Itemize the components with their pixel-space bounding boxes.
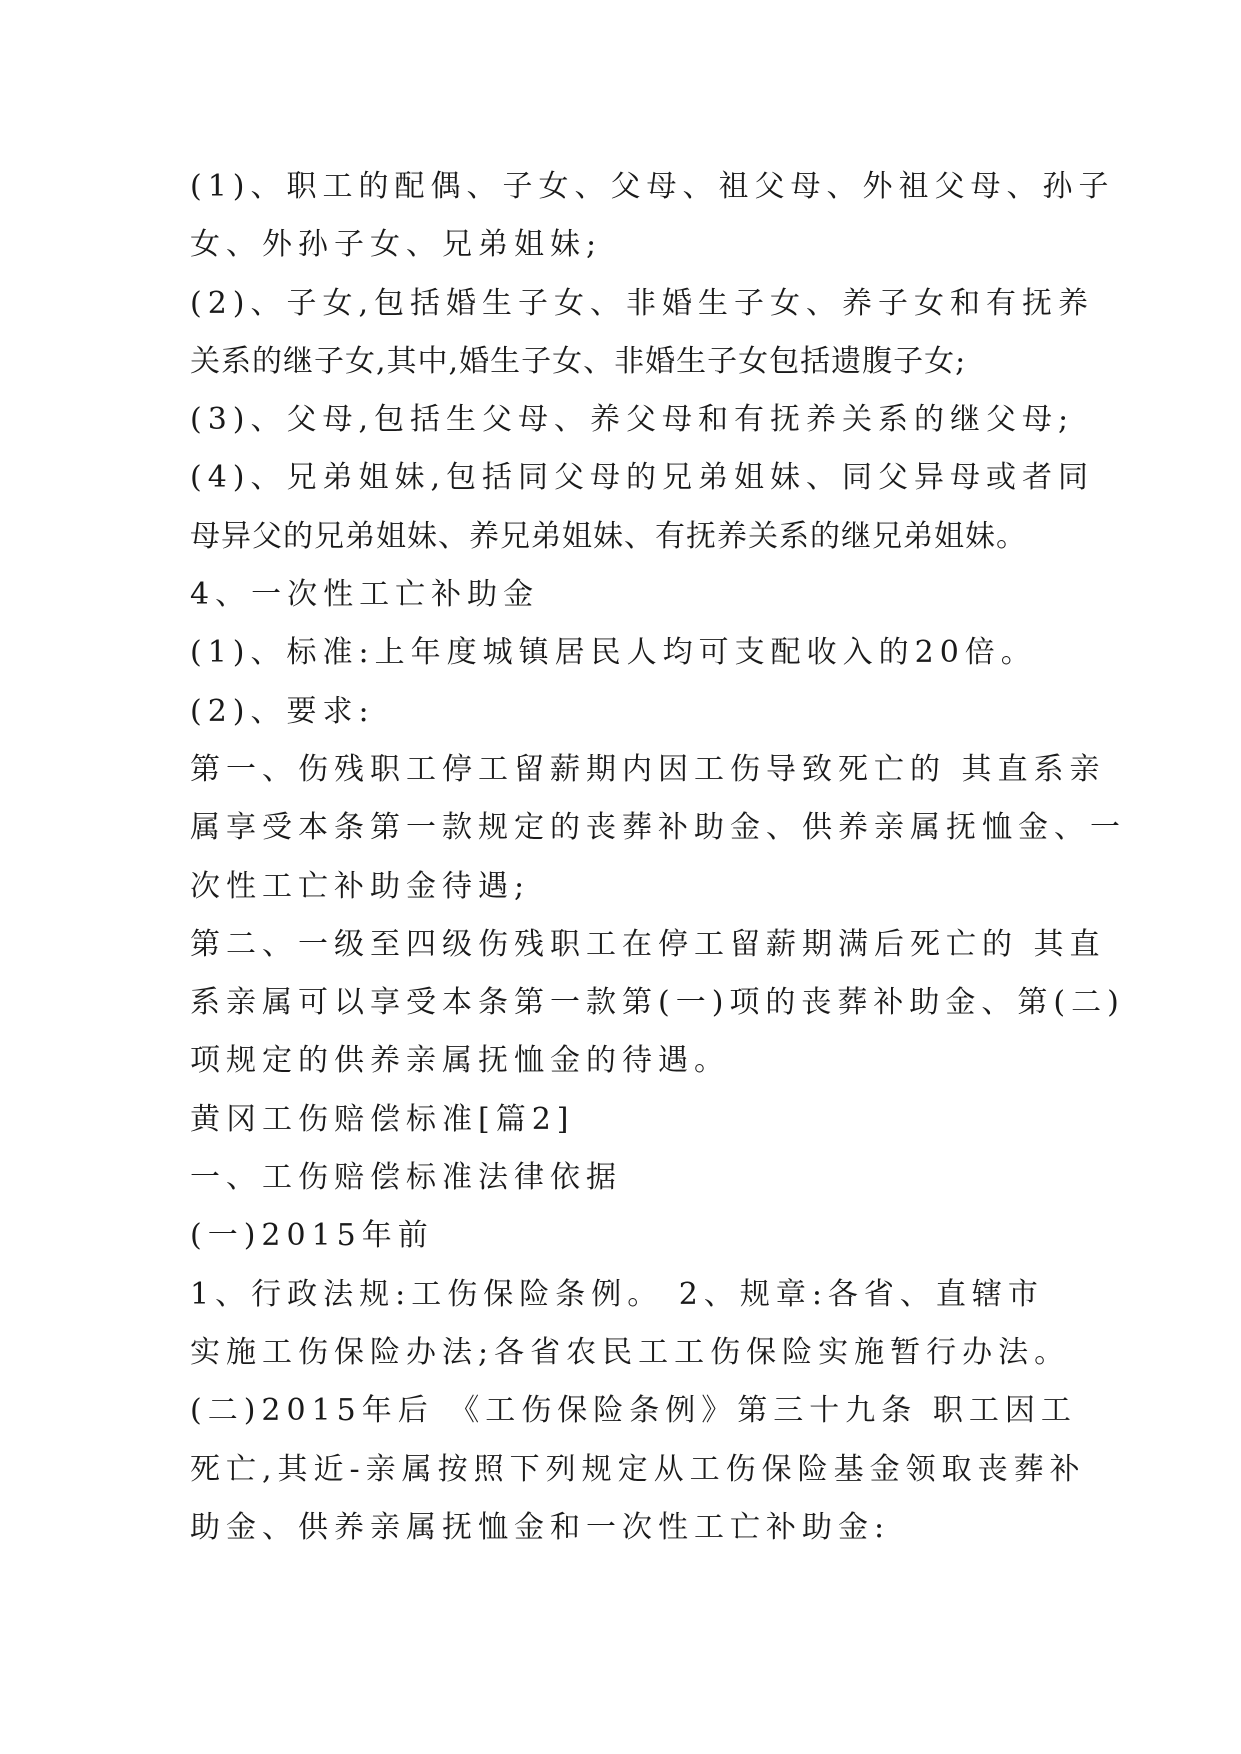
text-line: 项规定的供养亲属抚恤金的待遇。	[190, 1043, 730, 1079]
text-line: 1、行政法规:工伤保险条例。 2、规章:各省、直辖市	[190, 1276, 1044, 1312]
text-line: 助金、供养亲属抚恤金和一次性工亡补助金:	[190, 1509, 891, 1545]
text-line: 死亡,其近-亲属按照下列规定从工伤保险基金领取丧葬补	[190, 1451, 1086, 1487]
text-line: 母异父的兄弟姐妹、养兄弟姐妹、有抚养关系的继兄弟姐妹。	[190, 518, 1027, 554]
text-line: (1)、标准:上年度城镇居民人均可支配收入的20倍。	[190, 635, 1037, 671]
text-line: (二)2015年后 《工伤保险条例》第三十九条 职工因工	[190, 1393, 1077, 1429]
text-line: 系亲属可以享受本条第一款第(一)项的丧葬补助金、第(二)	[190, 985, 1125, 1021]
text-line: (1)、职工的配偶、子女、父母、祖父母、外祖父母、孙子	[190, 169, 1115, 204]
text-line: 属享受本条第一款规定的丧葬补助金、供养亲属抚恤金、一	[190, 810, 1126, 846]
article-title: 黄冈工伤赔偿标准[篇2]	[190, 1101, 575, 1137]
section-heading: 4、一次性工亡补助金	[190, 577, 540, 613]
text-line: 关系的继子女,其中,婚生子女、非婚生子女包括遗腹子女;	[190, 343, 967, 379]
text-line: 第二、一级至四级伤残职工在停工留薪期满后死亡的 其直	[190, 926, 1106, 962]
text-line: 实施工伤保险办法;各省农民工工伤保险实施暂行办法。	[190, 1334, 1071, 1370]
document-body	[190, 158, 1126, 1557]
text-line: (4)、兄弟姐妹,包括同父母的兄弟姐妹、同父异母或者同	[190, 460, 1095, 496]
text-line: 次性工亡补助金待遇;	[190, 868, 531, 904]
subsection-heading: (一)2015年前	[190, 1218, 434, 1254]
text-line: (2)、要求:	[190, 693, 375, 729]
text-line: (3)、父母,包括生父母、养父母和有抚养关系的继父母;	[190, 402, 1075, 438]
text-line: 女、外孙子女、兄弟姐妹;	[190, 227, 603, 263]
text-line: (2)、子女,包括婚生子女、非婚生子女、养子女和有抚养	[190, 285, 1095, 321]
section-heading: 一、工伤赔偿标准法律依据	[190, 1160, 622, 1196]
text-line: 第一、伤残职工停工留薪期内因工伤导致死亡的 其直系亲	[190, 751, 1106, 787]
